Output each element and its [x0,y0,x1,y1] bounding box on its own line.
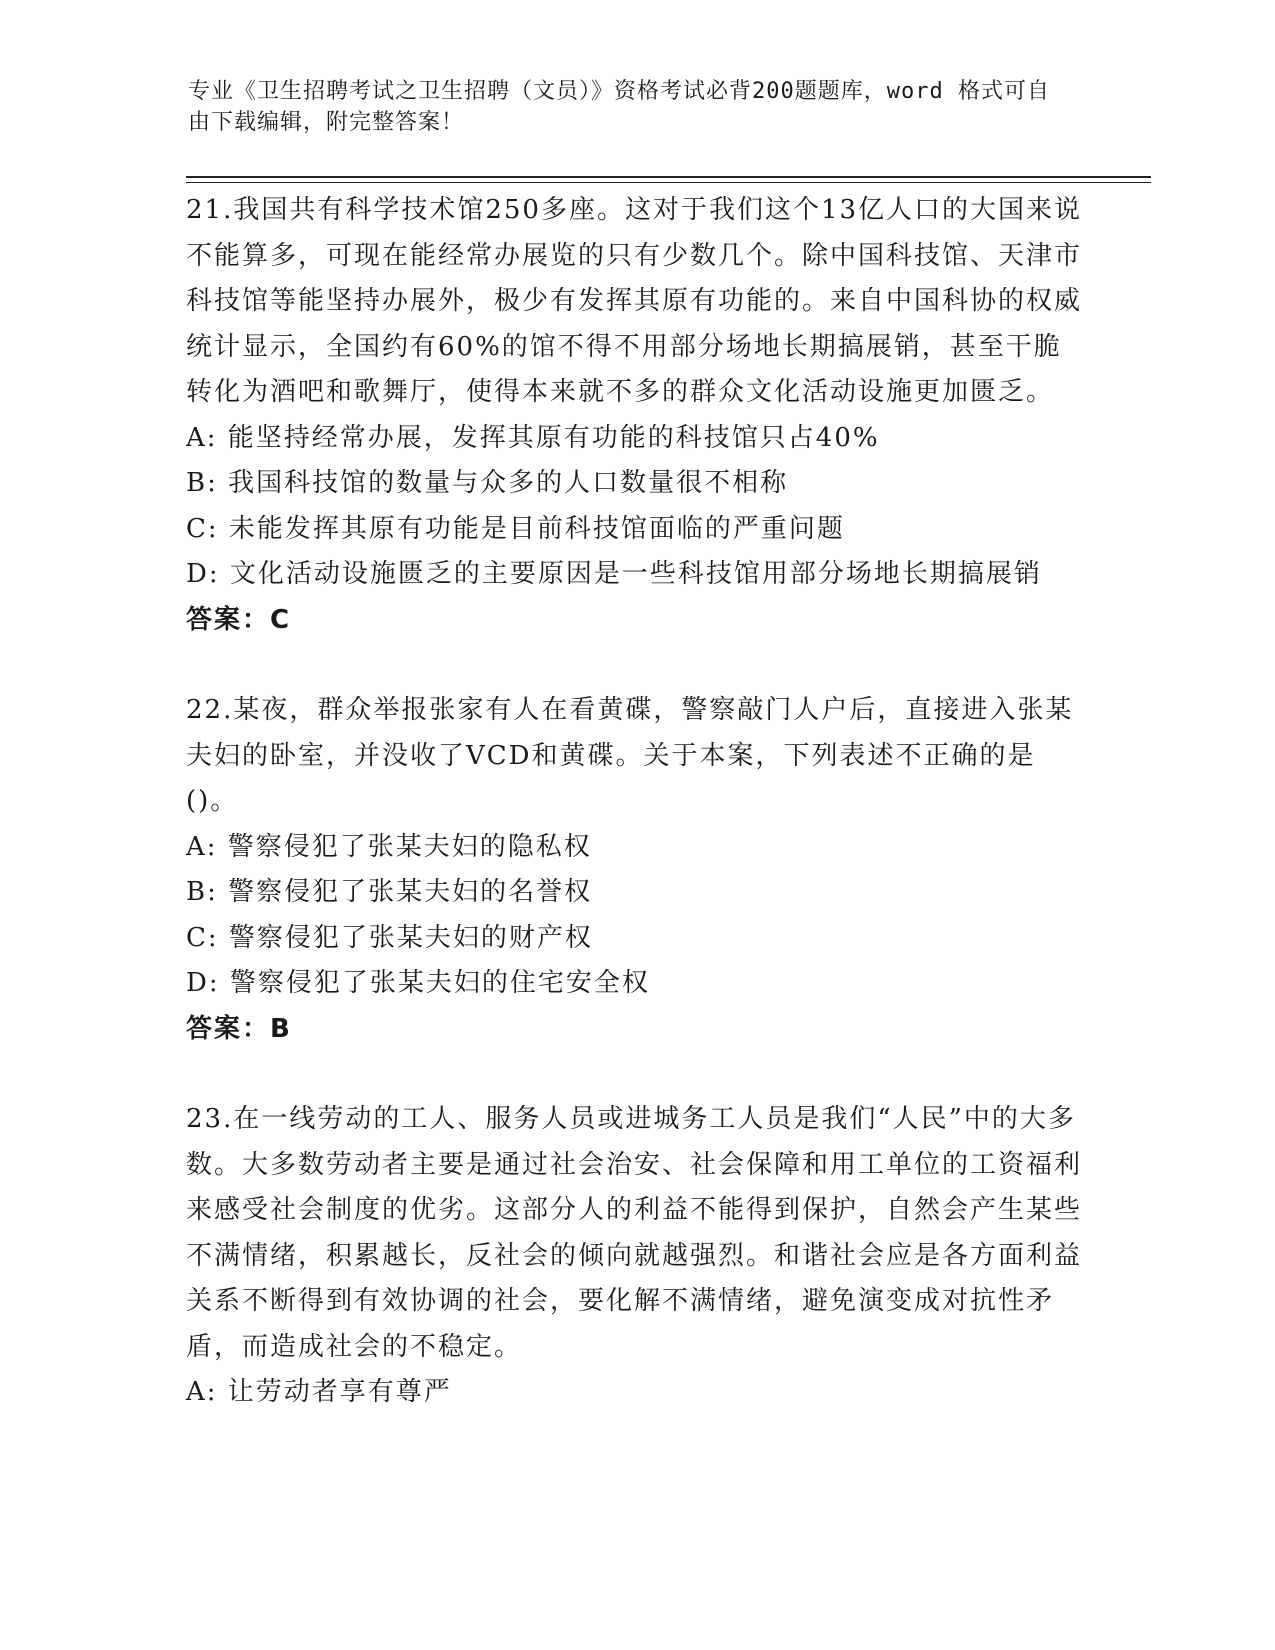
header-divider-thin [186,182,1151,183]
document-header [188,76,1068,138]
question-21 [186,188,1086,643]
option-d: D: 文化活动设施匮乏的主要原因是一些科技馆用部分场地长期搞展销 [186,559,1042,589]
question-22 [186,688,1086,1052]
option-a: A: 让劳动者享有尊严 [186,1377,452,1407]
option-a: A: 能坚持经常办展，发挥其原有功能的科技馆只占40% [186,422,880,453]
question-stem: 21.我国共有科学技术馆250多座。这对于我们这个13亿人口的大国来说不能算多，可现在能经常办展览的只有少数几个。除中国科技馆、天津市科技馆等能坚持办展外，极少有发挥其原有功能的。来自中国科协的权威统计显示，全国约有60%的馆不得不用部分场地长期搞展销，甚至干脆转化为酒吧和歌舞厅，使得本来就不多的群众文化活动设施更加匮乏。 [186,195,1083,407]
header-divider [186,176,1151,178]
question-list [186,188,1086,1416]
option-b: B: 警察侵犯了张某夫妇的名誉权 [186,877,593,907]
header-title: 专业《卫生招聘考试之卫生招聘（文员）》资格考试必背200题题库，word 格式可自由下载编辑，附完整答案！ [188,79,1050,135]
question-stem: 22.某夜，群众举报张家有人在看黄碟，警察敲门人户后，直接进入张某夫妇的卧室，并没收了VCD和黄碟。关于本案，下列表述不正确的是()。 [186,695,1074,816]
question-23 [186,1097,1086,1416]
option-d: D: 警察侵犯了张某夫妇的住宅安全权 [186,968,650,998]
option-c: C: 警察侵犯了张某夫妇的财产权 [186,922,593,953]
option-c: C: 未能发挥其原有功能是目前科技馆面临的严重问题 [186,513,845,544]
option-b: B: 我国科技馆的数量与众多的人口数量很不相称 [186,468,789,498]
option-a: A: 警察侵犯了张某夫妇的隐私权 [186,831,592,862]
question-stem: 23.在一线劳动的工人、服务人员或进城务工人员是我们“人民”中的大多数。大多数劳动者主要是通过社会治安、社会保障和用工单位的工资福利来感受社会制度的优劣。这部分人的利益不能得到保护，自然会产生某些不满情绪，积累越长，反社会的倾向就越强烈。和谐社会应是各方面利益关系不断得到有效协调的社会，要化解不满情绪，避免演变成对抗性矛盾，而造成社会的不稳定。 [186,1104,1083,1362]
answer-key: 答案：C [186,604,292,635]
answer-key: 答案：B [186,1013,292,1044]
